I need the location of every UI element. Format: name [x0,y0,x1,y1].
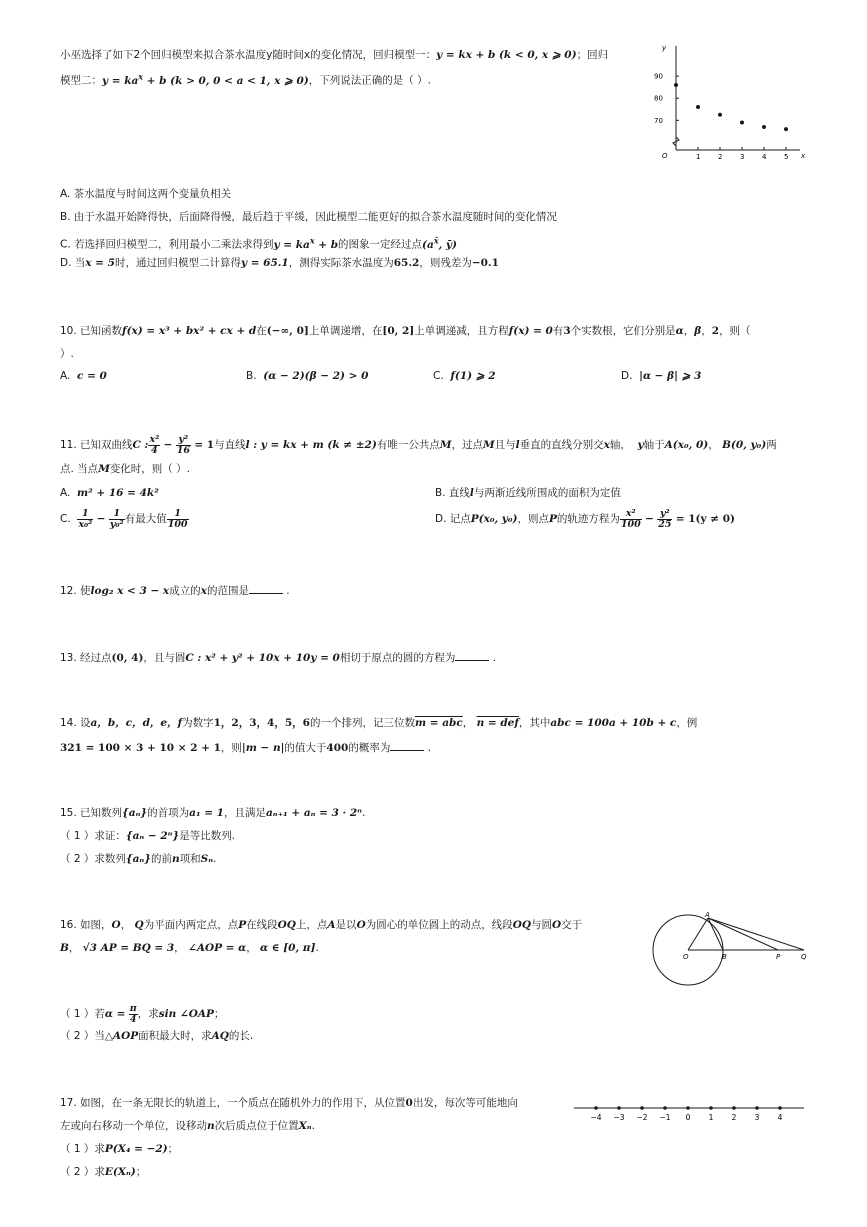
q11-option-b: B. 直线l与两渐近线所围成的面积为定值 [435,487,621,499]
q10-option-d: D. |α − β| ⩾ 3 [621,370,702,382]
q16-label-q: Q [801,953,807,961]
q9-data-point [696,105,700,109]
q9-x-label: x [801,152,806,160]
q9-option-a: A. 茶水温度与时间这两个变量负相关 [60,188,232,200]
q17-tick-label: 1 [708,1113,714,1122]
q17-tick-label: −4 [590,1113,602,1122]
q11-option-d: D. 记点P(x₀, y₀)，则点P的轨迹方程为 $\frac{\text{x²}}{100}$ − $\frac{\text{y²}}{25}$ = 1(y ≠ 0) [435,507,736,530]
q11-option-a: A. m² + 16 = 4k² [60,487,159,499]
q9-y-tick-label: 90 [654,72,663,81]
q12-answer-blank[interactable] [249,583,283,594]
q17-tick-dot [755,1106,759,1110]
q15-part1: （ 1 ）求证：{aₙ − 2ⁿ}是等比数列. [60,830,236,842]
q9-stem-line2 [60,69,431,88]
q17-part1: （ 1 ）求P(X₄ = −2)； [60,1143,179,1155]
q16-segment-ap [708,918,778,950]
q13-stem: 13. 经过点(0, 4)，且与圆C : x² + y² + 10x + 10y = 0相切于原点的圆的方程为 . [60,652,497,664]
q10-option-b: B. (α − 2)(β − 2) > 0 [246,370,369,382]
q9-stem-text: 小巫选择了如下2个回归模型来拟合茶水温度y随时间x的变化情况，回归模型一： [60,49,437,61]
q9-x-tick-label: 1 [696,153,701,161]
q9-stem-text4: ，下列说法正确的是（ ）. [308,74,431,87]
q17-stem-line1: 17. 如图，在一条无限长的轨道上，一个质点在随机外力的作用下，从位置0出发，每次等可能地向 [60,1097,518,1109]
q9-option-c: C. 若选择回归模型二，利用最小二乘法求得到$y = ka^x + b$的图象一定经过点($a^{x̄}$, ȳ) [60,235,457,251]
q16-stem-line1: 16. 如图，O， Q为平面内两定点，点P在线段OQ上，点A是以O为圆心的单位圆上的动点，线段OQ与圆O交于 [60,919,583,931]
q17-tick-label: −1 [659,1113,671,1122]
q9-option-d: D. 当x = 5时，通过回归模型二计算得y = 65.1，测得实际茶水温度为65.2，则残差为−0.1 [60,257,499,269]
q9-data-point [762,125,766,129]
q16-label-p: P [776,953,781,961]
q17-tick-dot [594,1106,598,1110]
q9-stem-text2: ；回归 [576,49,609,61]
q9-x-tick-label: 4 [762,153,767,161]
q17-tick-dot [778,1106,782,1110]
q9-data-point [784,127,788,131]
q9-data-point [674,83,678,87]
q17-tick-label: −3 [613,1113,625,1122]
q16-label-b: B [722,953,727,961]
q17-tick-label: −2 [636,1113,648,1122]
q9-y-tick-label: 70 [654,116,663,125]
q17-tick-label: 0 [685,1113,691,1122]
q14-answer-blank[interactable] [390,740,424,751]
q9-data-point [740,121,744,125]
q9-option-b: B. 由于水温开始降得快，后面降得慢，最后趋于平缓，因此模型二能更好的拟合茶水温度随时间的变化情况 [60,211,557,223]
q17-tick-dot [617,1106,621,1110]
q16-label-a: A [705,912,710,919]
q12-stem: 12. 使log₂ x < 3 − x成立的x的范围是 . [60,585,290,597]
q14-stem-line2: 321 = 100 × 3 + 10 × 2 + 1，则|m − n|的值大于400的概率为 . [60,742,432,754]
q9-origin-label: O [662,152,668,160]
q15-part2: （ 2 ）求数列{aₙ}的前n项和Sₙ. [60,853,217,865]
q13-answer-blank[interactable] [455,650,489,661]
q11-option-c: C. $\frac{1}{\text{x₀²}}$ − $\frac{1}{\text{y₀²}}$ 有最大值 $\frac{1}{100}$ [60,507,188,530]
q17-tick-dot [640,1106,644,1110]
q17-stem-line2: 左或向右移动一个单位，设移动n次后质点位于位置Xₙ. [60,1120,315,1132]
q15-stem: 15. 已知数列{aₙ}的首项为a₁ = 1，且满足aₙ₊₁ + aₙ = 3 · 2ⁿ. [60,807,366,819]
q9-x-tick-label: 2 [718,153,723,161]
q10-stem-line2: ）. [60,348,74,360]
q17-number-line [572,1098,812,1128]
q17-tick-dot [732,1106,736,1110]
q9-y-label: y [662,44,667,52]
q9-x-tick-label: 5 [784,153,789,161]
q17-tick-label: 3 [754,1113,760,1122]
q9-y-tick-label: 80 [654,94,663,103]
q16-segment-oa [688,918,708,950]
q9-model2: $y = ka^x + b$ (k > 0, 0 < a < 1, x ⩾ 0) [102,71,309,87]
q17-tick-label: 2 [731,1113,737,1122]
q17-tick-dot [663,1106,667,1110]
q16-segment-ab [708,918,723,950]
q17-part2: （ 2 ）求E(Xₙ)； [60,1166,147,1178]
q16-figure [648,912,818,992]
q10-option-c: C. f(1) ⩾ 2 [433,370,496,382]
q9-model1: y = kx + b (k < 0, x ⩾ 0) [436,49,577,61]
q9-scatter-chart [648,42,808,172]
q11-stem-line1: 11. 已知双曲线C : $\frac{\text{x²}}{4}$ − $\frac{\text{y²}}{16}$ = 1与直线l : y = kx + m (k ≠ ±2)有唯一公共点M，过点M且与l垂直的直线分别交x轴， y轴于A(x₀, 0)， B(0, y₀)两 [60,433,777,456]
q9-stem-line1 [60,48,608,62]
q10-stem-line1: 10. 已知函数f(x) = x³ + bx² + cx + d在(−∞, 0]上单调递增，在[0, 2]上单调递减，且方程f(x) = 0有3个实数根，它们分别是α，β，2，则（ [60,325,751,337]
q17-tick-dot [686,1106,690,1110]
q14-stem-line1: 14. 设a，b，c，d，e，f为数字1，2，3，4，5，6的一个排列，记三位数m = abc， n = def，其中abc = 100a + 10b + c，例 [60,717,698,729]
q16-part2: （ 2 ）当△AOP面积最大时，求AQ的长. [60,1030,254,1042]
q11-stem-line2: 点. 当点M变化时，则（ ）. [60,463,190,475]
q16-part1: （ 1 ）若α = $\frac{\pi}{4}$ ，求sin ∠OAP； [60,1002,225,1025]
q9-x-tick-label: 3 [740,153,745,161]
q9-stem-text3: 模型二： [60,74,102,87]
q17-tick-dot [709,1106,713,1110]
q17-tick-label: 4 [777,1113,783,1122]
q16-label-o: O [683,953,689,961]
q9-data-point [718,113,722,117]
q10-option-a: A. c = 0 [60,370,107,382]
q16-stem-line2: B， √3 AP = BQ = 3， ∠AOP = α， α ∈ [0, π]. [60,942,319,954]
